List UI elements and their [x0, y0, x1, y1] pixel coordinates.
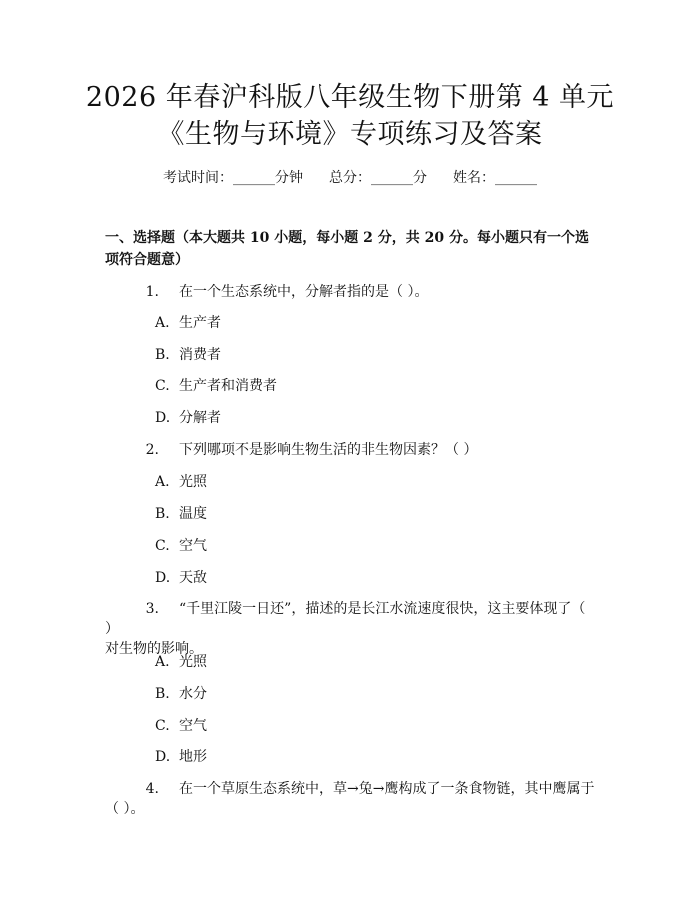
option-letter: A. — [155, 315, 170, 331]
question-text: 下列哪项不是影响生物生活的非生物因素？（ ） — [179, 442, 478, 458]
option-letter: D. — [155, 749, 171, 765]
question-number: 1. — [145, 284, 159, 300]
option-letter: B. — [155, 347, 170, 363]
option-3b — [155, 684, 595, 704]
option-text: 光照 — [179, 654, 207, 670]
option-text: 消费者 — [179, 347, 221, 363]
option-text: 空气 — [179, 718, 207, 734]
option-1c — [155, 376, 595, 396]
option-text: 天敌 — [179, 570, 207, 586]
option-letter: C. — [155, 538, 170, 554]
question-text-line-2: 对生物的影响。 — [105, 641, 203, 657]
option-letter: C. — [155, 718, 170, 734]
option-text: 空气 — [179, 538, 207, 554]
option-letter: B. — [155, 506, 170, 522]
option-1a — [155, 313, 595, 333]
option-3d — [155, 747, 595, 767]
exam-total-score: 总分：______分 — [329, 170, 427, 186]
title-block — [0, 80, 700, 153]
title-line-1: 2026 年春沪科版八年级生物下册第 4 单元 — [85, 82, 615, 113]
question-4 — [105, 779, 595, 819]
option-2c — [155, 536, 595, 556]
option-2b — [155, 504, 595, 524]
option-3c — [155, 716, 595, 736]
option-text: 光照 — [179, 474, 207, 490]
question-2 — [105, 440, 595, 460]
question-text-line-1: “千里江陵一日还”，描述的是长江水流速度很快，这主要体现了（ ） — [105, 601, 586, 637]
option-letter: A. — [155, 474, 170, 490]
section-heading: 一、选择题（本大题共 10 小题，每小题 2 分，共 20 分。每小题只有一个选项符合题意） — [105, 230, 589, 268]
option-text: 水分 — [179, 686, 207, 702]
question-number: 4. — [145, 781, 159, 797]
exam-time: 考试时间：______分钟 — [163, 170, 303, 186]
question-text: 在一个生态系统中，分解者指的是（ ）。 — [179, 284, 429, 300]
question-number: 2. — [145, 442, 159, 458]
exam-name: 姓名：______ — [453, 170, 537, 186]
title-line-2: 《生物与环境》专项练习及答案 — [157, 119, 543, 150]
question-3 — [105, 599, 595, 659]
option-text: 地形 — [179, 749, 207, 765]
option-letter: C. — [155, 378, 170, 394]
exam-info — [0, 168, 700, 188]
option-1d — [155, 408, 595, 428]
option-3a — [155, 652, 595, 672]
option-text: 生产者 — [179, 315, 221, 331]
option-text: 分解者 — [179, 410, 221, 426]
option-text: 温度 — [179, 506, 207, 522]
option-1b — [155, 345, 595, 365]
option-letter: D. — [155, 410, 171, 426]
option-text: 生产者和消费者 — [179, 378, 277, 394]
option-2d — [155, 568, 595, 588]
question-text-line-1: 在一个草原生态系统中，草→兔→鹰构成了一条食物链，其中鹰属于 — [179, 781, 595, 797]
question-number: 3. — [145, 601, 159, 617]
option-letter: B. — [155, 686, 170, 702]
option-2a — [155, 472, 595, 492]
question-text-line-2: （ ）。 — [105, 801, 145, 817]
option-letter: D. — [155, 570, 171, 586]
option-letter: A. — [155, 654, 170, 670]
question-1 — [105, 282, 595, 302]
